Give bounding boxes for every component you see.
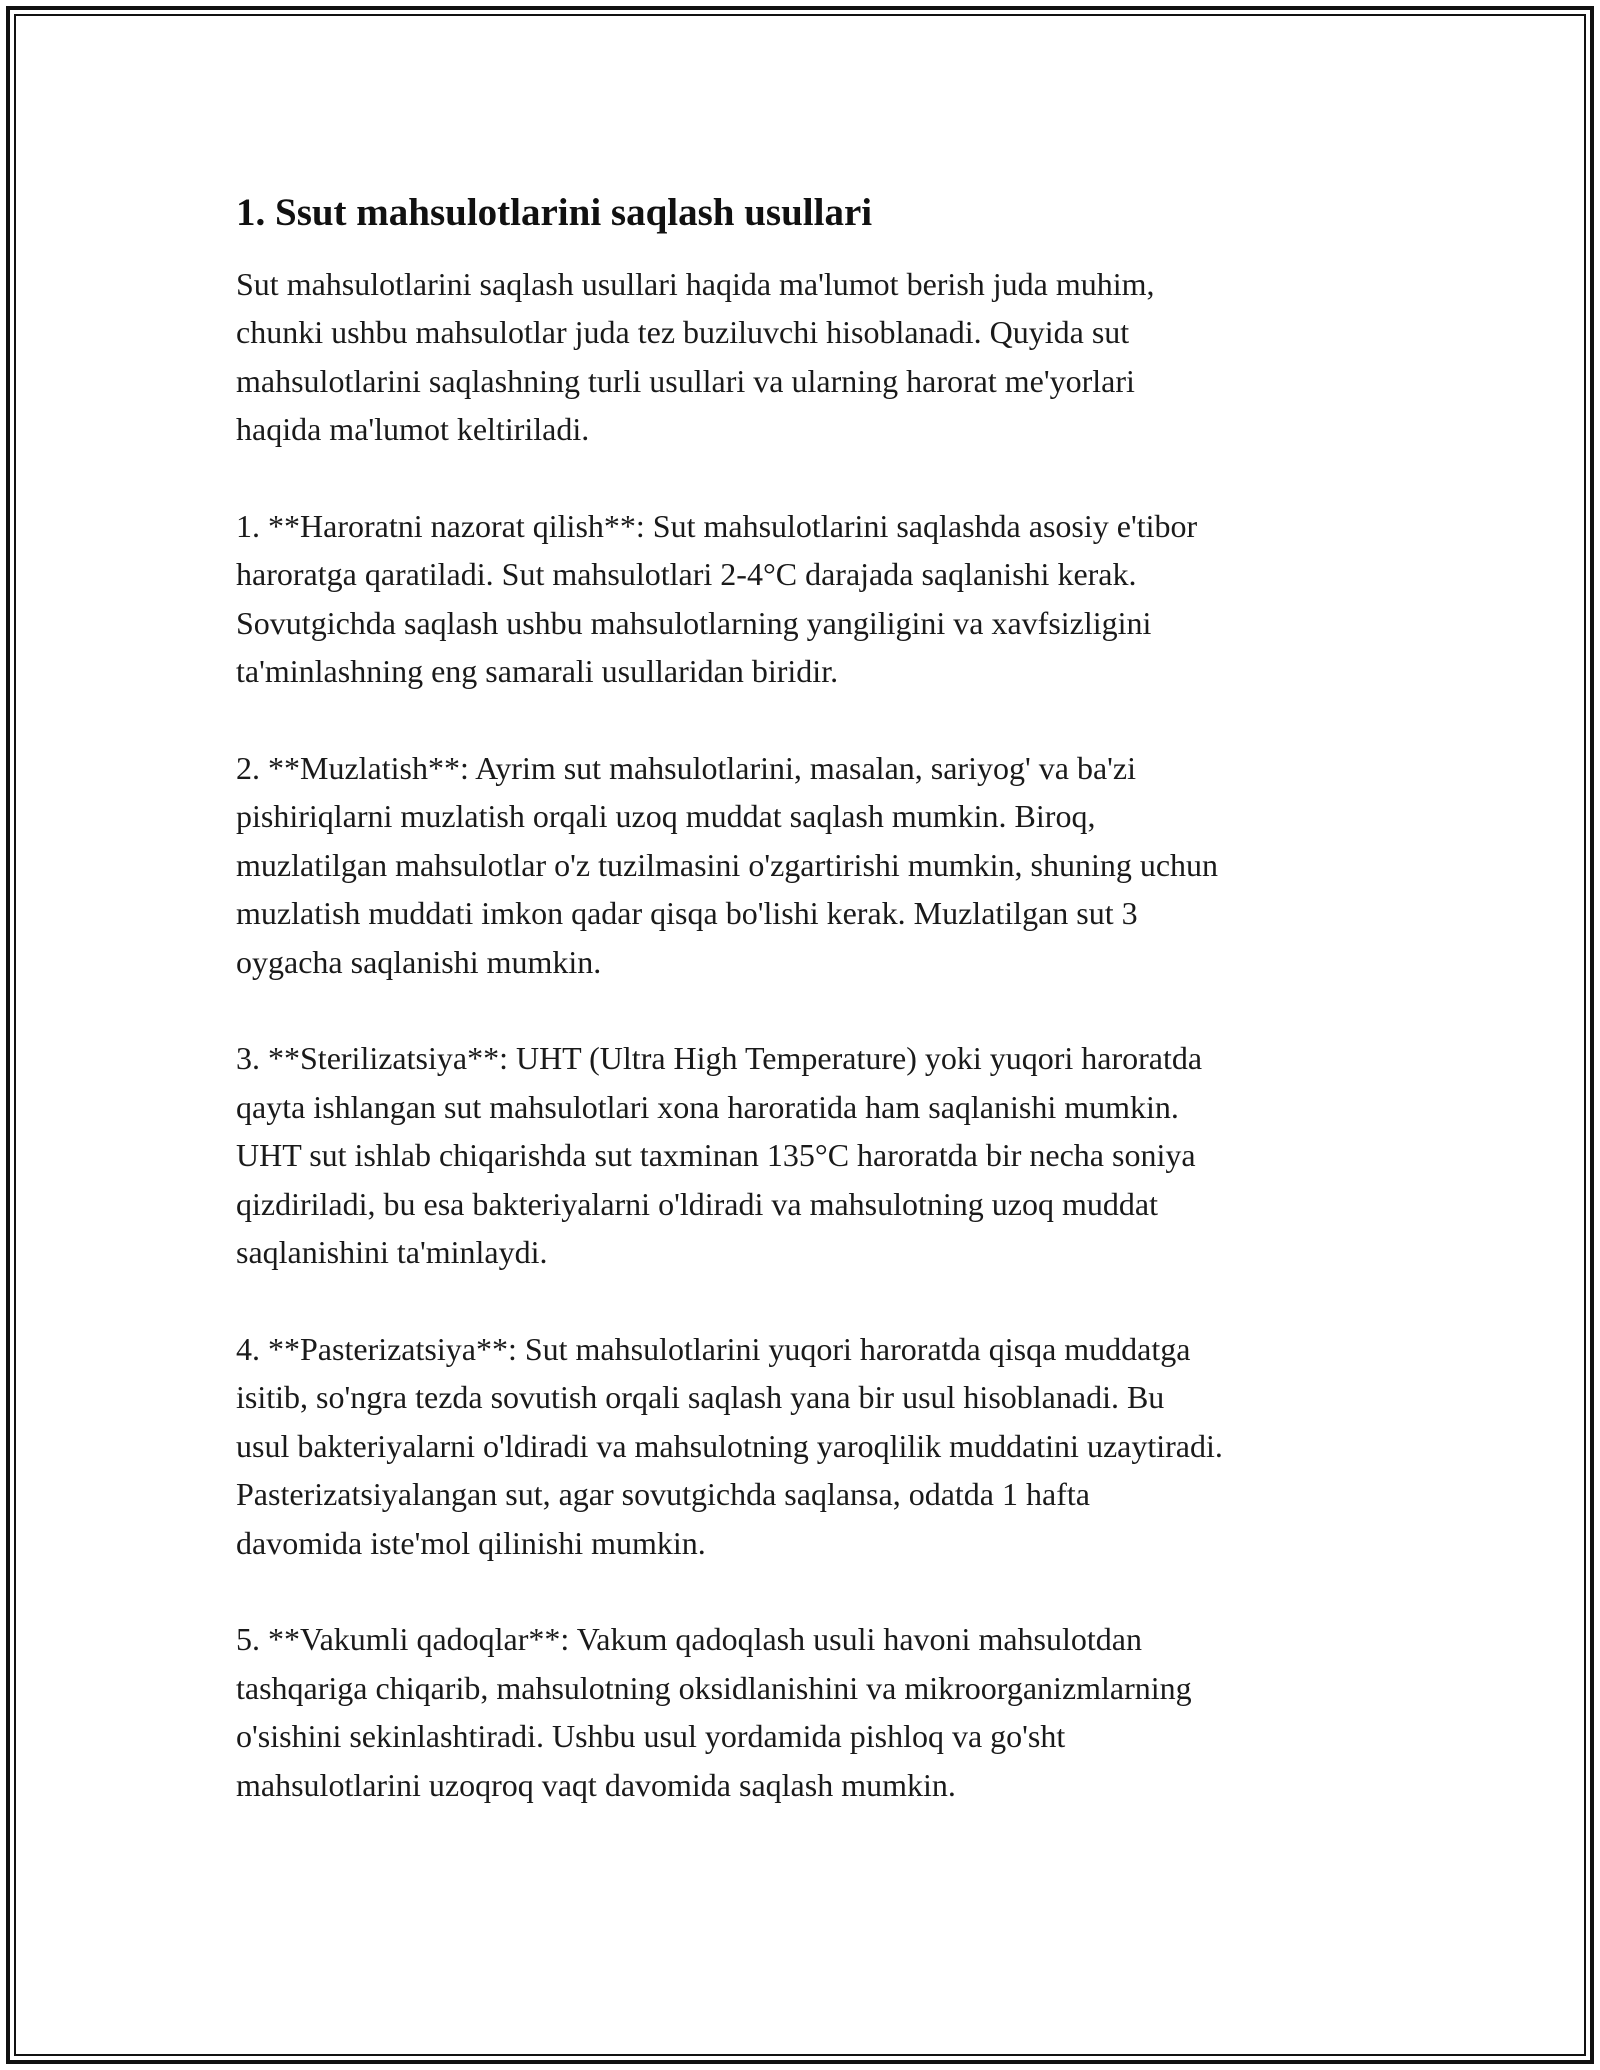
paragraph-line: qayta ishlangan sut mahsulotlari xona haroratida ham saqlanishi mumkin.: [236, 1088, 1179, 1125]
paragraph-line: oygacha saqlanishi mumkin.: [236, 943, 602, 980]
document-body: [236, 260, 1376, 1809]
paragraph-5: [236, 1325, 1376, 1567]
paragraph-line: 4. **Pasterizatsiya**: Sut mahsulotlarini yuqori haroratda qisqa muddatga: [236, 1330, 1191, 1367]
paragraph-line: usul bakteriyalarni o'ldiradi va mahsulotning yaroqlilik muddatini uzaytiradi.: [236, 1427, 1223, 1464]
paragraph-line: 3. **Sterilizatsiya**: UHT (Ultra High Temperature) yoki yuqori haroratda: [236, 1040, 1203, 1077]
paragraph-3: [236, 744, 1376, 986]
paragraph-4: [236, 1034, 1376, 1276]
paragraph-line: muzlatish muddati imkon qadar qisqa bo'lishi kerak. Muzlatilgan sut 3: [236, 895, 1138, 932]
paragraph-line: muzlatilgan mahsulotlar o'z tuzilmasini o'zgartirishi mumkin, shuning uchun: [236, 846, 1219, 883]
paragraph-6: [236, 1615, 1376, 1809]
paragraph-line: 1. **Haroratni nazorat qilish**: Sut mahsulotlarini saqlashda asosiy e'tibor: [236, 508, 1198, 545]
paragraph-line: haqida ma'lumot keltiriladi.: [236, 411, 590, 448]
paragraph-line: o'sishini sekinlashtiradi. Ushbu usul yordamida pishloq va go'sht: [236, 1718, 1066, 1755]
paragraph-line: haroratga qaratiladi. Sut mahsulotlari 2-4°C darajada saqlanishi kerak.: [236, 556, 1137, 593]
paragraph-line: isitib, so'ngra tezda sovutish orqali saqlash yana bir usul hisoblanadi. Bu: [236, 1379, 1165, 1416]
paragraph-line: 5. **Vakumli qadoqlar**: Vakum qadoqlash usuli havoni mahsulotdan: [236, 1621, 1142, 1658]
paragraph-line: tashqariga chiqarib, mahsulotning oksidlanishini va mikroorganizmlarning: [236, 1669, 1192, 1706]
paragraph-1: [236, 260, 1376, 454]
paragraph-line: Sovutgichda saqlash ushbu mahsulotlarning yangiligini va xavfsizligini: [236, 604, 1152, 641]
paragraph-line: UHT sut ishlab chiqarishda sut taxminan 135°C haroratda bir necha soniya: [236, 1137, 1196, 1174]
paragraph-line: Pasterizatsiyalangan sut, agar sovutgichda saqlansa, odatda 1 hafta: [236, 1476, 1090, 1513]
paragraph-line: Sut mahsulotlarini saqlash usullari haqida ma'lumot berish juda muhim,: [236, 266, 1155, 302]
paragraph-line: mahsulotlarini saqlashning turli usullari va ularning harorat me'yorlari: [236, 362, 1135, 399]
paragraph-line: davomida iste'mol qilinishi mumkin.: [236, 1524, 706, 1561]
document-title: 1. Ssut mahsulotlarini saqlash usullari: [236, 191, 873, 234]
paragraph-line: saqlanishini ta'minlaydi.: [236, 1234, 548, 1271]
paragraph-line: mahsulotlarini uzoqroq vaqt davomida saqlash mumkin.: [236, 1766, 956, 1803]
document-content: [236, 186, 1376, 1809]
paragraph-line: pishiriqlarni muzlatish orqali uzoq muddat saqlash mumkin. Biroq,: [236, 798, 1096, 835]
paragraph-line: 2. **Muzlatish**: Ayrim sut mahsulotlarini, masalan, sariyog' va ba'zi: [236, 750, 1136, 787]
paragraph-2: [236, 502, 1376, 696]
paragraph-line: qizdiriladi, bu esa bakteriyalarni o'ldiradi va mahsulotning uzoq muddat: [236, 1185, 1158, 1222]
paragraph-line: ta'minlashning eng samarali usullaridan biridir.: [236, 653, 839, 690]
paragraph-line: chunki ushbu mahsulotlar juda tez buziluvchi hisoblanadi. Quyida sut: [236, 314, 1130, 351]
